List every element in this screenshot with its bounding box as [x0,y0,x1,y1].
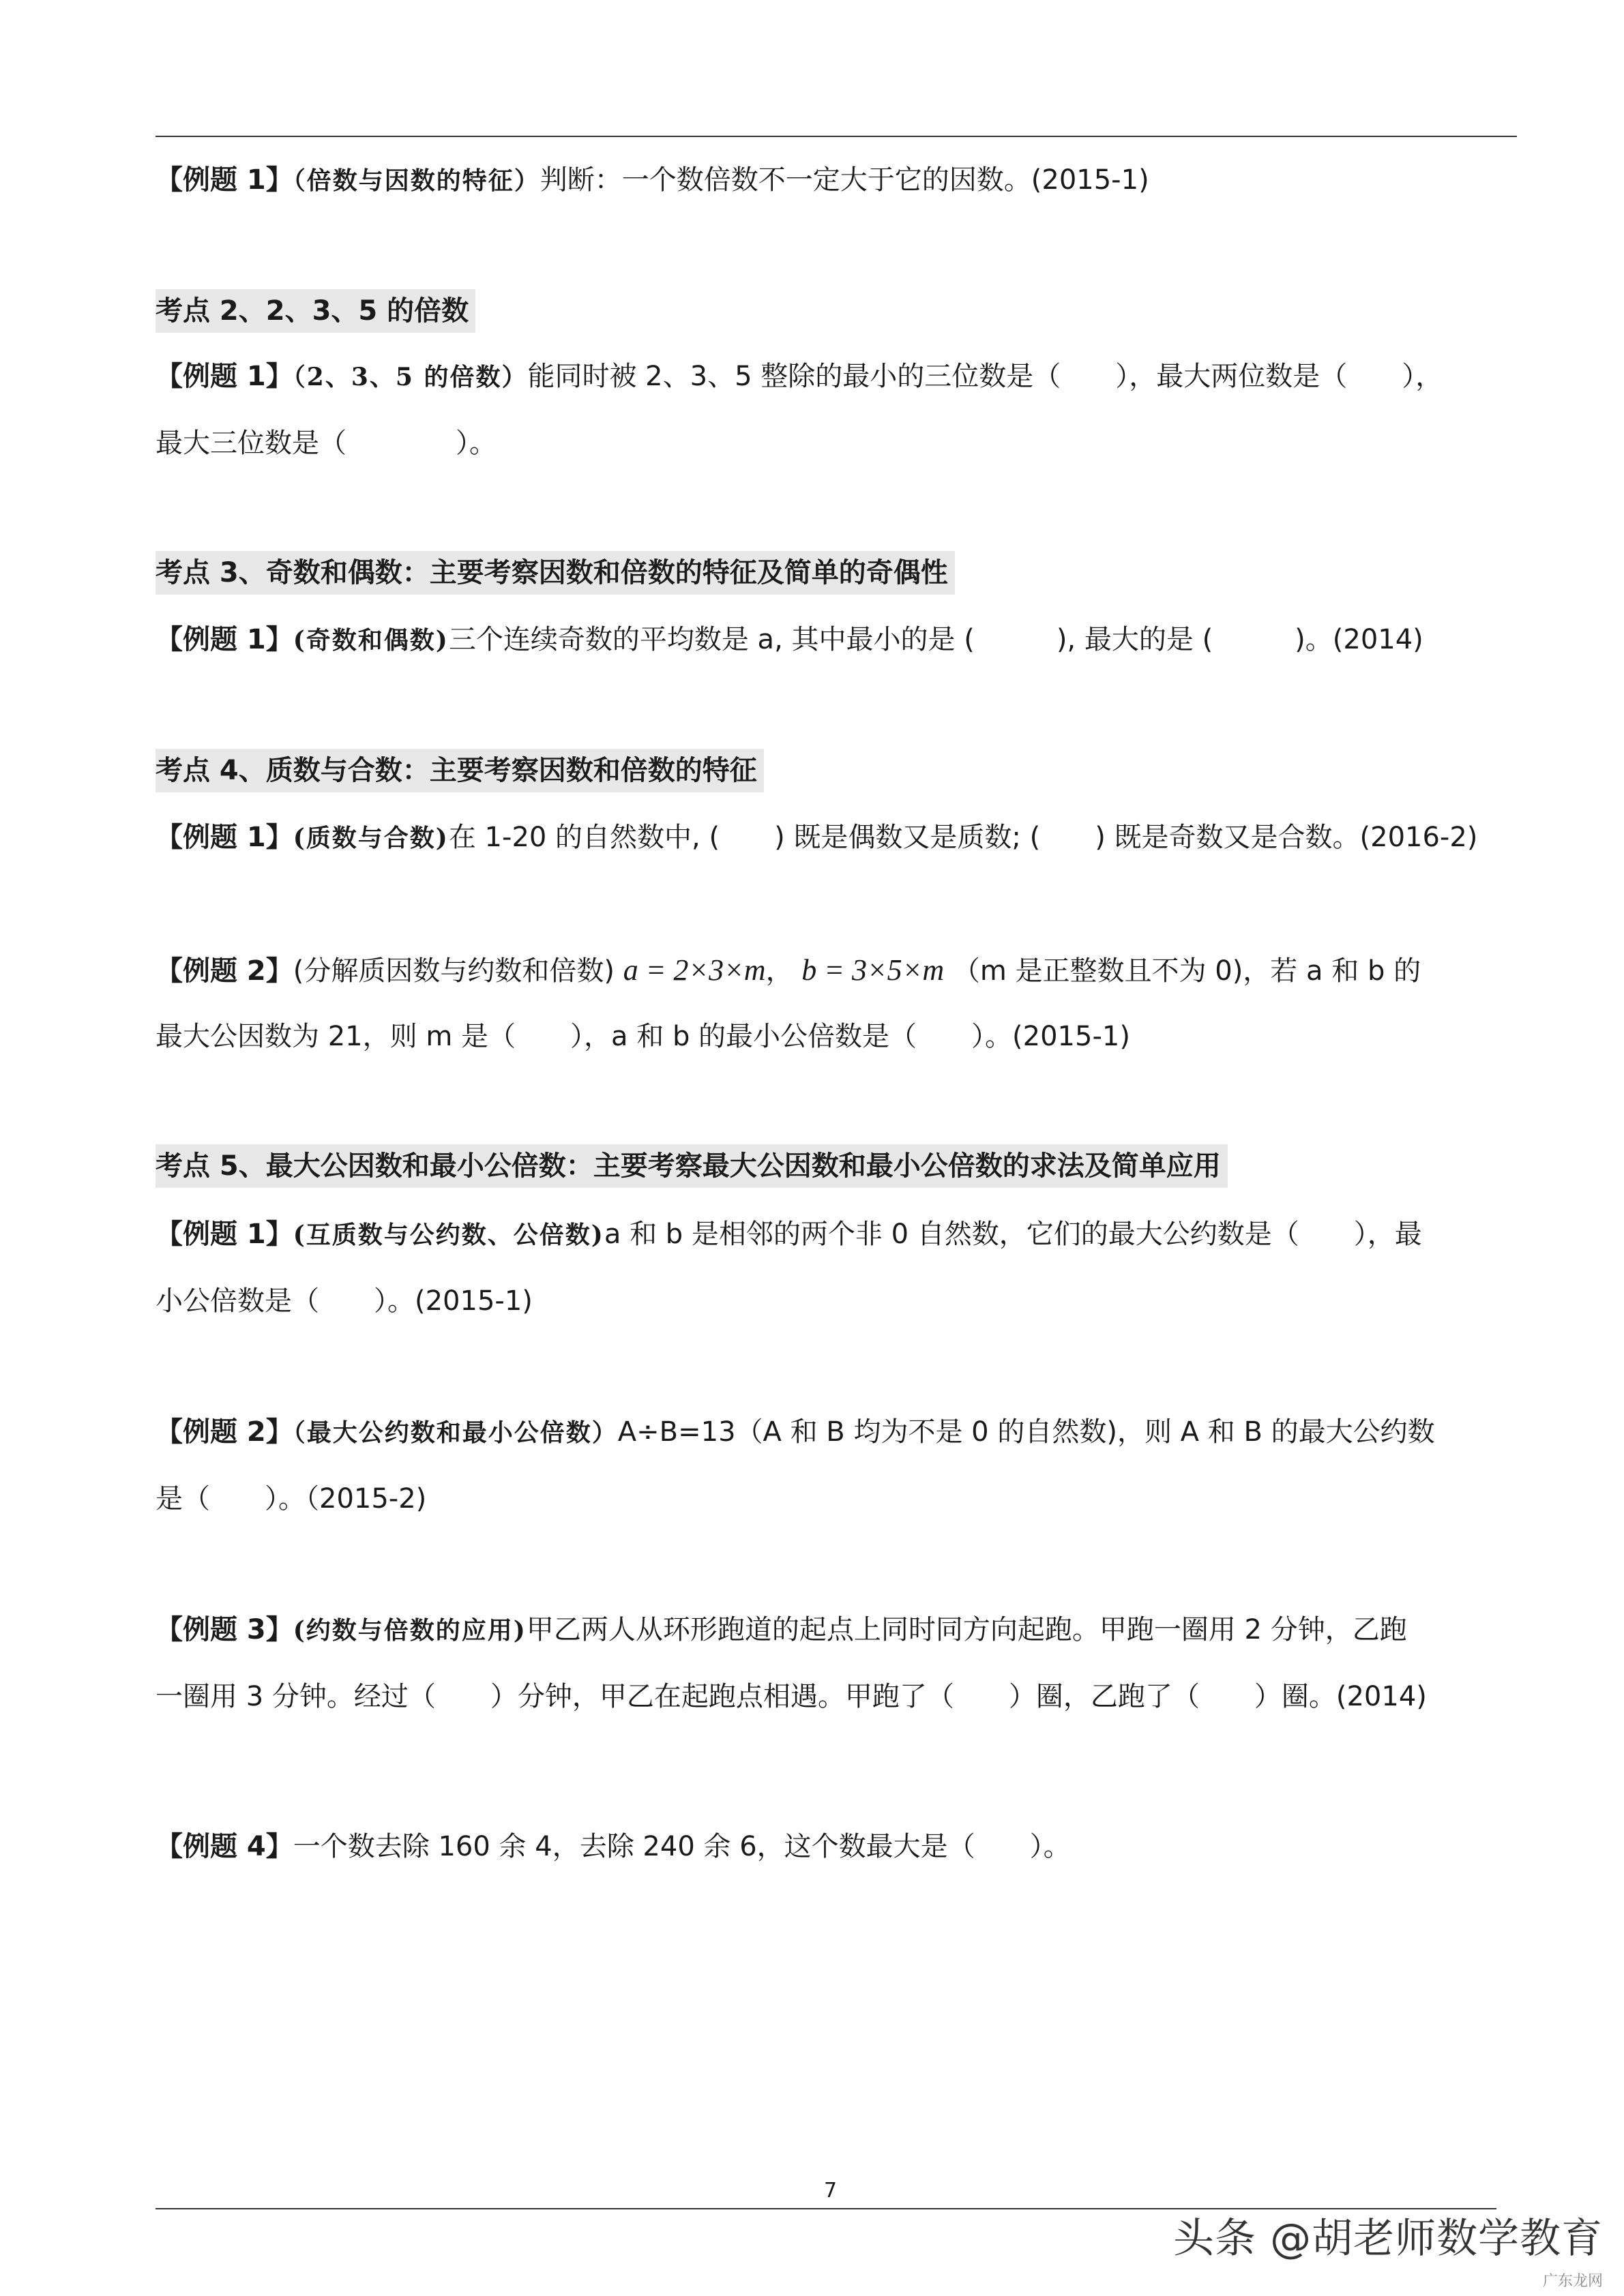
watermark: 头条 @胡老师数学教育 [1173,2215,1604,2263]
example-text: 在 1-20 的自然数中, ( ) 既是偶数又是质数; ( ) 既是奇数又是合数。(2016-2) [448,822,1478,853]
example-text: A÷B=13（A 和 B 均为不是 0 的自然数)，则 A 和 B 的最大公约数 [617,1416,1435,1448]
example-text: a 和 b 是相邻的两个非 0 自然数，它们的最大公约数是（ ），最 [604,1219,1422,1250]
example-5-1-line2: 小公倍数是（ ）。(2015-1) [156,1285,533,1317]
formula-a: a = 2×3×m [623,953,766,987]
example-text: 甲乙两人从环形跑道的起点上同时同方向起跑。甲跑一圈用 2 分钟，乙跑 [526,1614,1407,1645]
example-5-2-line1 [156,1413,1435,1452]
heading-topic-4: 考点 4、质数与合数：主要考察因数和倍数的特征 [156,749,764,792]
example-5-1-line1 [156,1215,1422,1254]
example-topic: （最大公约数和最小公倍数） [293,1418,618,1447]
example-topic: (奇数和偶数) [293,626,449,655]
example-2-1-line2: 最大三位数是（ ）。 [156,428,497,459]
formula-b: b = 3×5×m [801,953,945,987]
example-top [156,161,1149,200]
example-text: 一个数去除 160 余 4，去除 240 余 6，这个数最大是（ ）。 [293,1831,1071,1862]
example-text: 能同时被 2、3、5 整除的最小的三位数是（ ），最大两位数是（ ）， [527,361,1443,392]
example-label: 【例题 2】 [156,955,293,987]
example-4-1 [156,818,1477,857]
example-5-3-line2: 一圈用 3 分钟。经过（ ）分钟，甲乙在起跑点相遇。甲跑了（ ）圈，乙跑了（ ）圈。(2014) [156,1681,1427,1712]
example-label: 【例题 1】 [156,624,293,655]
example-text: 判断：一个数倍数不一定大于它的因数。(2015-1) [540,164,1149,196]
example-4-2-line1 [156,951,1421,990]
example-topic: (质数与合数) [293,824,449,852]
example-topic: （倍数与因数的特征） [293,166,540,195]
heading-topic-3: 考点 3、奇数和偶数：主要考察因数和倍数的特征及简单的奇偶性 [156,551,955,595]
example-3-1 [156,621,1423,659]
example-label: 【例题 3】 [156,1614,293,1645]
example-label: 【例题 1】 [156,164,293,196]
corner-mark: 广东龙网 [1543,2273,1604,2290]
example-topic: (约数与倍数的应用) [293,1616,527,1645]
example-text: 三个连续奇数的平均数是 a, 其中最小的是 ( ), 最大的是 ( )。(2014) [448,624,1423,655]
example-5-3-line1 [156,1611,1407,1650]
example-label: 【例题 1】 [156,361,293,392]
heading-topic-5: 考点 5、最大公因数和最小公倍数：主要考察最大公因数和最小公倍数的求法及简单应用 [156,1144,1228,1188]
example-5-2-line2: 是（ ）。（2015-2) [156,1483,427,1515]
example-5-4 [156,1828,1071,1866]
example-text: （m 是正整数且不为 0)，若 a 和 b 的 [952,955,1421,987]
example-label: 【例题 2】 [156,1416,293,1448]
formula-separator: ， [765,955,793,987]
example-topic: (互质数与公约数、公倍数) [293,1221,604,1249]
page-number: 7 [824,2179,838,2203]
example-2-1-line1 [156,357,1443,396]
example-label: 【例题 1】 [156,822,293,853]
example-4-2-line2: 最大公因数为 21，则 m 是（ ），a 和 b 的最小公倍数是（ ）。(2015-1) [156,1021,1130,1052]
heading-topic-2: 考点 2、2、3、5 的倍数 [156,289,475,333]
example-label: 【例题 1】 [156,1219,293,1250]
top-rule [156,136,1517,137]
example-topic: (分解质因数与约数和倍数) [293,955,615,987]
example-topic: （2、3、5 的倍数） [293,363,528,391]
example-label: 【例题 4】 [156,1831,293,1862]
